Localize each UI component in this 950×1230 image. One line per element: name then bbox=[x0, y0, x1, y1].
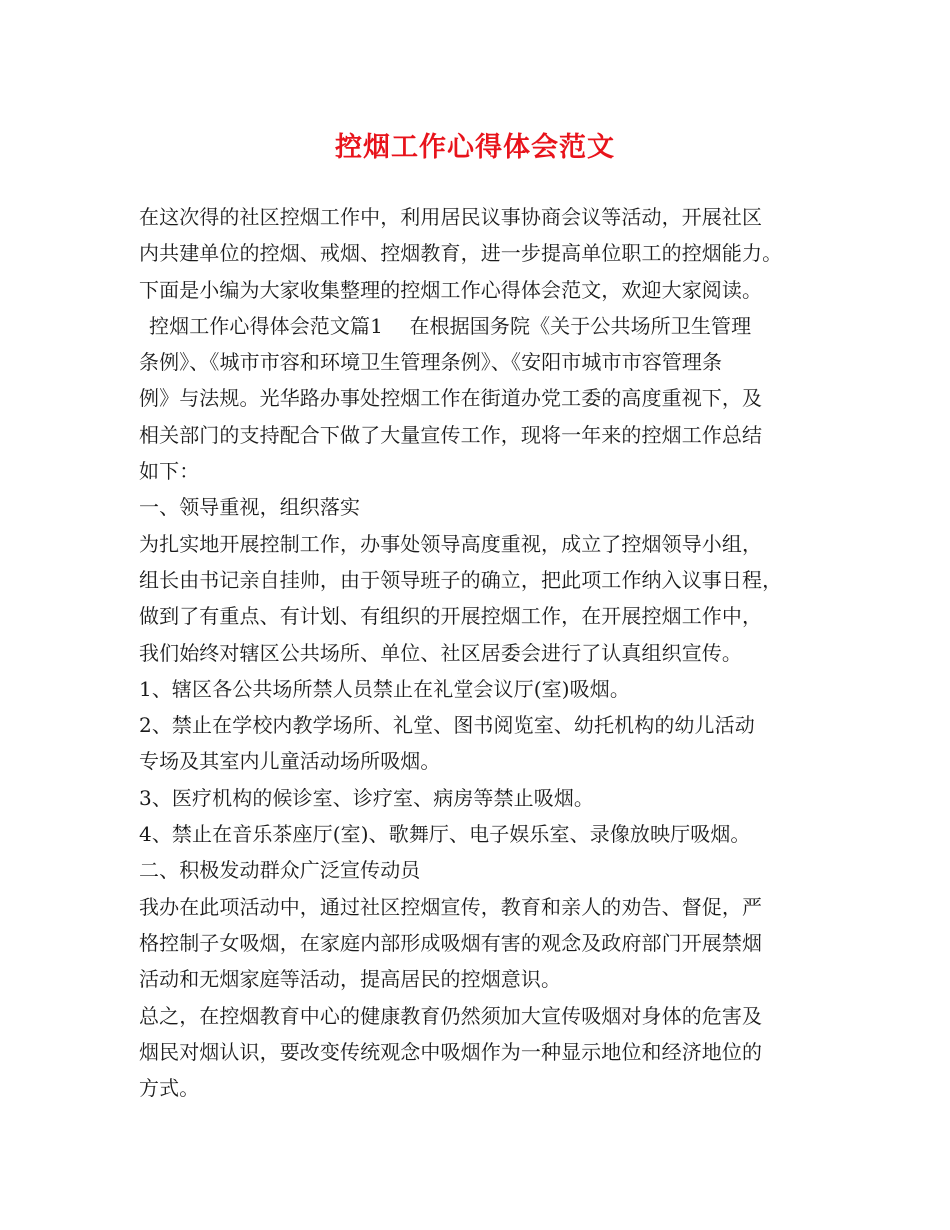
body-line: 控烟工作心得体会范文篇1 在根据国务院《关于公共场所卫生管理 bbox=[149, 313, 752, 338]
document-title: 控烟工作心得体会范文 bbox=[335, 132, 615, 163]
body-line: 总之，在控烟教育中心的健康教育仍然须加大宣传吸烟对身体的危害及 bbox=[139, 1003, 763, 1028]
body-line: 下面是小编为大家收集整理的控烟工作心得体会范文，欢迎大家阅读。 bbox=[139, 277, 763, 302]
body-line: 如下： bbox=[139, 459, 200, 484]
body-line: 活动和无烟家庭等活动，提高居民的控烟意识。 bbox=[139, 967, 562, 992]
section-heading: 二、积极发动群众广泛宣传动员 bbox=[139, 858, 421, 883]
body-line: 相关部门的支持配合下做了大量宣传工作，现将一年来的控烟工作总结 bbox=[139, 422, 763, 447]
body-line: 组长由书记亲自挂帅，由于领导班子的确立，把此项工作纳入议事日程， bbox=[139, 567, 783, 592]
list-item: 2、禁止在学校内教学场所、礼堂、图书阅览室、幼托机构的幼儿活动 bbox=[139, 713, 755, 738]
body-line: 例》与法规。光华路办事处控烟工作在街道办党工委的高度重视下，及 bbox=[139, 386, 763, 411]
list-item: 专场及其室内儿童活动场所吸烟。 bbox=[139, 749, 441, 774]
body-line: 为扎实地开展控制工作，办事处领导高度重视，成立了控烟领导小组， bbox=[139, 531, 763, 556]
document-body bbox=[139, 199, 829, 1106]
body-line: 在这次得的社区控烟工作中，利用居民议事协商会议等活动，开展社区 bbox=[139, 205, 763, 229]
body-line: 我们始终对辖区公共场所、单位、社区居委会进行了认真组织宣传。 bbox=[139, 640, 742, 665]
body-line: 内共建单位的控烟、戒烟、控烟教育，进一步提高单位职工的控烟能力。 bbox=[139, 241, 783, 266]
list-item: 1、辖区各公共场所禁人员禁止在礼堂会议厅(室)吸烟。 bbox=[139, 676, 630, 701]
body-line: 方式。 bbox=[139, 1076, 200, 1101]
body-line: 条例》、《城市市容和环境卫生管理条例》、《安阳市城市市容管理条 bbox=[139, 350, 723, 375]
body-line: 格控制子女吸烟，在家庭内部形成吸烟有害的观念及政府部门开展禁烟 bbox=[139, 930, 763, 955]
body-line: 我办在此项活动中，通过社区控烟宣传，教育和亲人的劝告、督促，严 bbox=[139, 894, 763, 919]
body-line: 烟民对烟认识，要改变传统观念中吸烟作为一种显示地位和经济地位的 bbox=[139, 1039, 763, 1064]
body-line: 做到了有重点、有计划、有组织的开展控烟工作，在开展控烟工作中， bbox=[139, 604, 763, 629]
list-item: 4、禁止在音乐茶座厅(室)、歌舞厅、电子娱乐室、录像放映厅吸烟。 bbox=[139, 822, 751, 847]
section-heading: 一、领导重视，组织落实 bbox=[139, 495, 361, 520]
list-item: 3、医疗机构的候诊室、诊疗室、病房等禁止吸烟。 bbox=[139, 785, 595, 810]
